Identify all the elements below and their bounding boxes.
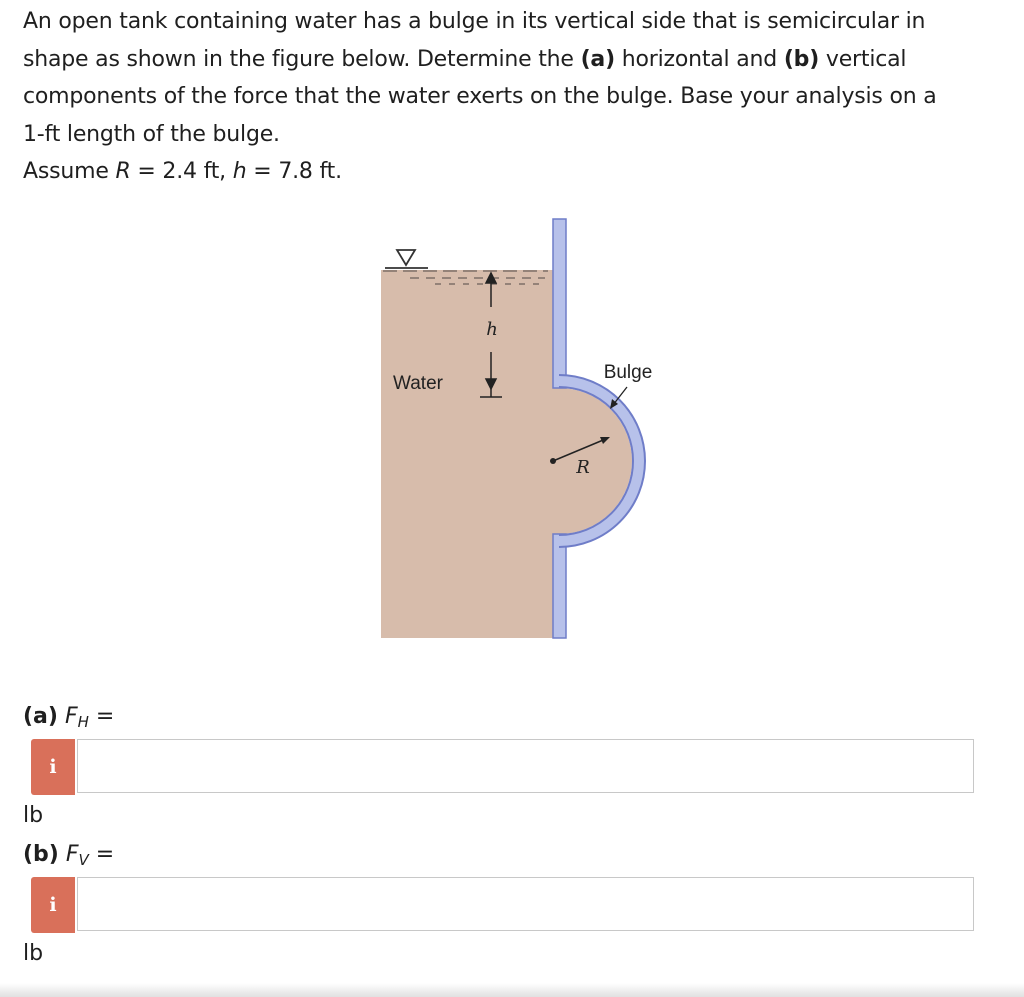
problem-statement — [23, 3, 1013, 191]
problem-assumption — [23, 153, 1013, 191]
R-value: = 2.4 ft, — [130, 159, 233, 185]
problem-line-3: components of the force that the water exerts on the bulge. Base your analysis on a — [23, 84, 937, 110]
answer-row-a — [31, 739, 976, 796]
unit-label-a: lb — [23, 803, 44, 828]
problem-line-4: 1-ft length of the bulge. — [23, 121, 280, 147]
tank-diagram — [370, 215, 670, 645]
problem-line-2 — [23, 41, 1013, 79]
equals-a: = — [88, 704, 115, 729]
unit-label-b: lb — [23, 941, 44, 966]
force-symbol-a: F — [64, 704, 78, 729]
problem-line-2-end: vertical — [819, 46, 907, 72]
problem-line-2-text: shape as shown in the figure below. Determine the — [23, 46, 581, 72]
equals-b: = — [88, 842, 115, 867]
bottom-shadow — [0, 983, 1024, 997]
R-symbol: R — [115, 159, 131, 185]
part-a-marker: (a) — [580, 46, 615, 72]
assume-text: Assume — [23, 159, 116, 185]
info-icon[interactable]: i — [31, 877, 75, 933]
force-horizontal-input[interactable] — [77, 739, 974, 793]
bulge-label: Bulge — [603, 362, 653, 383]
force-vertical-input[interactable] — [77, 877, 974, 931]
part-a-marker-label: (a) — [23, 704, 58, 729]
water-region — [381, 270, 632, 638]
part-b-marker: (b) — [783, 46, 820, 72]
h-symbol: h — [232, 159, 247, 185]
tank-figure — [370, 215, 670, 645]
part-b-marker-label: (b) — [23, 842, 59, 867]
part-b-label — [23, 840, 114, 875]
R-label: R — [576, 457, 590, 478]
problem-line-1: An open tank containing water has a bulge in its vertical side that is semicircular in — [23, 9, 926, 34]
info-icon[interactable]: i — [31, 739, 75, 795]
h-value: = 7.8 ft. — [246, 159, 342, 185]
force-subscript-b: V — [78, 851, 89, 869]
force-symbol-b: F — [65, 842, 79, 867]
force-subscript-a: H — [77, 713, 89, 731]
h-label: h — [486, 319, 498, 340]
problem-line-2-mid: horizontal and — [614, 46, 784, 72]
part-a-label — [23, 702, 114, 737]
answer-row-b — [31, 877, 976, 934]
free-surface-icon — [397, 250, 415, 265]
water-label: Water — [393, 373, 443, 394]
